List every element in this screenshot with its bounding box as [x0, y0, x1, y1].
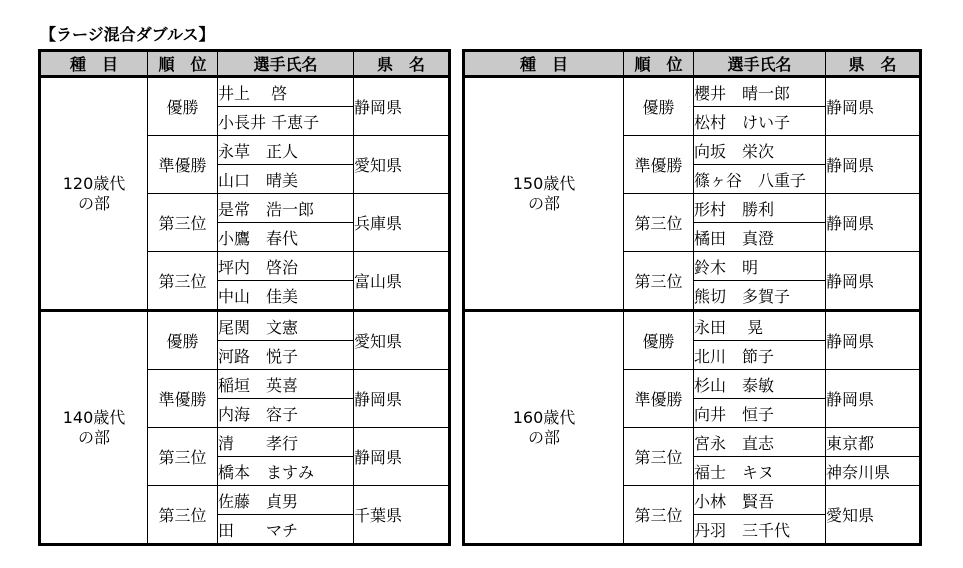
prefecture-cell: 富山県: [354, 252, 450, 311]
rank-cell: 第三位: [624, 428, 694, 486]
category-label: 160歳代: [512, 407, 576, 427]
header-rank: 順 位: [148, 51, 218, 77]
player-name: 熊切 多賀子: [694, 281, 826, 311]
header-category: 種 目: [464, 51, 624, 77]
player-name: 鈴木 明: [694, 252, 826, 281]
player-name: 永田 晃: [694, 311, 826, 341]
page-title: 【ラージ混合ダブルス】: [40, 25, 215, 44]
player-name: 小林 賢吾: [694, 486, 826, 515]
header-pref: 県 名: [354, 51, 450, 77]
player-name: 佐藤 貞男: [218, 486, 354, 515]
prefecture-cell: 東京都: [826, 428, 921, 457]
rank-cell: 準優勝: [148, 370, 218, 428]
player-name: 橘田 真澄: [694, 223, 826, 252]
category-label: 150歳代: [512, 173, 576, 193]
rank-cell: 優勝: [148, 311, 218, 370]
player-name: 北川 節子: [694, 341, 826, 370]
rank-cell: 第三位: [148, 252, 218, 311]
category-label: 140歳代: [62, 407, 126, 427]
category-cell: [40, 77, 148, 311]
rank-cell: 準優勝: [148, 136, 218, 194]
rank-cell: 第三位: [624, 252, 694, 311]
header-pref: 県 名: [826, 51, 921, 77]
player-name: 橋本 ますみ: [218, 457, 354, 486]
player-name: 櫻井 晴一郎: [694, 77, 826, 107]
prefecture-cell: 静岡県: [826, 77, 921, 136]
table-row: [464, 311, 921, 341]
table-row: [464, 77, 921, 107]
header-row: [40, 51, 450, 77]
player-name: 坪内 啓治: [218, 252, 354, 281]
results-table-left: [38, 49, 451, 546]
player-name: 清 孝行: [218, 428, 354, 457]
rank-cell: 優勝: [624, 311, 694, 370]
player-name: 是常 浩一郎: [218, 194, 354, 223]
prefecture-cell: 静岡県: [354, 370, 450, 428]
rank-cell: 第三位: [148, 194, 218, 252]
results-table-right: [462, 49, 922, 546]
prefecture-cell: 静岡県: [826, 136, 921, 194]
category-label: の部: [527, 193, 560, 213]
player-name: 小長井 千恵子: [218, 107, 354, 136]
player-name: 田 マチ: [218, 515, 354, 545]
rank-cell: 第三位: [148, 428, 218, 486]
player-name: 形村 勝利: [694, 194, 826, 223]
prefecture-cell: 千葉県: [354, 486, 450, 545]
player-name: 向井 恒子: [694, 399, 826, 428]
category-label: の部: [527, 427, 560, 447]
player-name: 丹羽 三千代: [694, 515, 826, 545]
prefecture-cell: 静岡県: [354, 77, 450, 136]
player-name: 尾関 文憲: [218, 311, 354, 341]
player-name: 向坂 栄次: [694, 136, 826, 165]
prefecture-cell: 愛知県: [826, 486, 921, 545]
category-label: の部: [77, 193, 110, 213]
category-cell: [40, 311, 148, 545]
player-name: 永草 正人: [218, 136, 354, 165]
results-body: [40, 77, 450, 545]
rank-cell: 第三位: [624, 486, 694, 545]
player-name: 井上 啓: [218, 77, 354, 107]
rank-cell: 準優勝: [624, 136, 694, 194]
player-name: 福士 キヌ: [694, 457, 826, 486]
category-cell: [464, 311, 624, 545]
header-names: 選手氏名: [694, 51, 826, 77]
prefecture-cell: 静岡県: [826, 252, 921, 311]
player-name: 稲垣 英喜: [218, 370, 354, 399]
rank-cell: 第三位: [624, 194, 694, 252]
prefecture-cell: 神奈川県: [826, 457, 921, 486]
prefecture-cell: 静岡県: [826, 370, 921, 428]
prefecture-cell: 静岡県: [826, 311, 921, 370]
header-category: 種 目: [40, 51, 148, 77]
prefecture-cell: 静岡県: [354, 428, 450, 486]
rank-cell: 優勝: [624, 77, 694, 136]
category-cell: [464, 77, 624, 311]
player-name: 杉山 泰敏: [694, 370, 826, 399]
results-body: [464, 77, 921, 545]
table-row: [40, 311, 450, 341]
prefecture-cell: 静岡県: [826, 194, 921, 252]
category-label: の部: [77, 427, 110, 447]
player-name: 河路 悦子: [218, 341, 354, 370]
prefecture-cell: 愛知県: [354, 136, 450, 194]
player-name: 山口 晴美: [218, 165, 354, 194]
header-row: [464, 51, 921, 77]
rank-cell: 第三位: [148, 486, 218, 545]
rank-cell: 優勝: [148, 77, 218, 136]
player-name: 宮永 直志: [694, 428, 826, 457]
table-row: [40, 77, 450, 107]
rank-cell: 準優勝: [624, 370, 694, 428]
header-rank: 順 位: [624, 51, 694, 77]
prefecture-cell: 兵庫県: [354, 194, 450, 252]
player-name: 内海 容子: [218, 399, 354, 428]
header-names: 選手氏名: [218, 51, 354, 77]
player-name: 中山 佳美: [218, 281, 354, 311]
player-name: 篠ヶ谷 八重子: [694, 165, 826, 194]
player-name: 小鷹 春代: [218, 223, 354, 252]
prefecture-cell: 愛知県: [354, 311, 450, 370]
category-label: 120歳代: [62, 173, 126, 193]
player-name: 松村 けい子: [694, 107, 826, 136]
